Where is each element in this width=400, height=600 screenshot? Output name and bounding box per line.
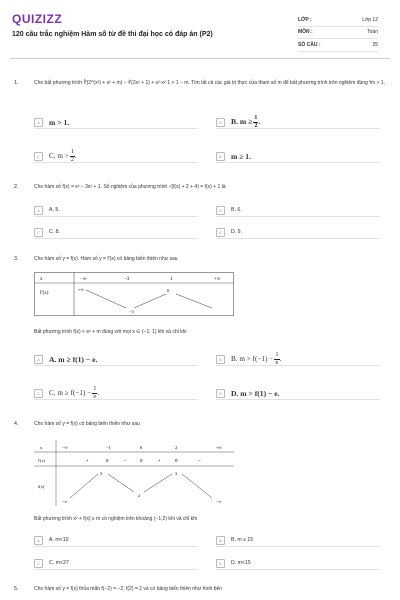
option-lead: C. — [49, 151, 58, 160]
row-label-x: x — [40, 277, 43, 282]
question-text: Cho hàm số y = f(x) có bảng biến thiên như sau — [34, 421, 140, 427]
x-value: −∞ — [62, 445, 68, 450]
answer-option-d[interactable] — [216, 226, 380, 239]
answer-option-c[interactable] — [34, 147, 198, 163]
option-text — [49, 355, 97, 364]
x-value: −1 — [106, 445, 111, 450]
variation-table — [34, 440, 234, 506]
option-letter: A — [34, 536, 43, 545]
meta-panel — [298, 14, 378, 52]
answer-option-b[interactable] — [216, 534, 380, 547]
option-text — [49, 386, 99, 400]
f-value: 3 — [100, 471, 103, 476]
option-tail: . — [279, 354, 282, 363]
row-label-fprime: f'(x) — [40, 291, 49, 296]
question-text: Cho bất phương trình ∛(2^(x²) + x² + m) − ∜(2x² + 1) + x²·x²·1 > 1 − m. Tìm tất cả các giá trị thực của tham số m để bất phương trình trên nghiệm đúng ∀x > 1. — [34, 80, 386, 86]
option-tail: . — [97, 388, 100, 397]
answer-option-c[interactable] — [34, 384, 198, 400]
option-letter: C — [34, 228, 43, 237]
x-value: 2 — [175, 445, 178, 450]
question-text: Cho hàm số y = f(x). Hàm số y = f'(x) có bảng biến thiên như sau — [34, 256, 178, 262]
meta-class — [298, 14, 378, 27]
question-text: Bất phương trình x² + f(x) ≥ m có nghiệm trên khoảng (−1;2) khi và chỉ khi — [34, 516, 198, 522]
sign-value: + — [158, 458, 161, 463]
option-text: D. 9. — [231, 229, 242, 235]
x-value: −∞ — [80, 277, 87, 282]
option-letter: A — [34, 355, 43, 364]
option-text — [231, 352, 281, 366]
option-lead: C. — [49, 388, 58, 397]
page-title: 120 câu trắc nghiệm Hàm số từ đề thi đại học có đáp án (P2) — [12, 31, 213, 38]
row-label-x: x — [40, 445, 43, 450]
option-expr: m > — [57, 151, 69, 160]
fprime-value: +∞ — [78, 287, 84, 292]
answer-option-d[interactable] — [216, 387, 380, 400]
answer-option-a[interactable] — [34, 204, 198, 217]
option-text: m ≥ 1. — [231, 151, 251, 161]
option-expr: m > f(1) − e. — [240, 388, 280, 398]
question-text: Bất phương trình f(x) < eˣ + m đúng với mọi x ∈ (−1; 1) khi và chỉ khi — [34, 329, 187, 335]
option-expr: m ≥ f(−1) − — [57, 388, 92, 397]
answer-option-b[interactable] — [216, 204, 380, 217]
option-letter: B — [216, 118, 225, 127]
option-expr: m > f(−1) − — [239, 354, 274, 363]
answer-option-d[interactable] — [216, 150, 380, 163]
fraction-numerator: 1 — [275, 350, 279, 358]
x-value: +∞ — [214, 277, 221, 282]
trend-arrow — [134, 294, 166, 308]
answer-option-a[interactable] — [34, 534, 198, 547]
option-letter: D — [216, 228, 225, 237]
question-text: Cho hàm số f(x) = x³ − 3x² + 1. Số nghiệm của phương trình √(f(x) + 2 + 4) = f(x) + 1 là — [34, 184, 226, 190]
trend-arrow — [176, 294, 212, 308]
meta-subject — [298, 27, 378, 40]
option-text — [231, 115, 260, 129]
option-letter: B — [216, 355, 225, 364]
option-letter: C — [34, 559, 43, 568]
fraction-numerator: 1 — [93, 384, 97, 392]
quizizz-logo: QUIZIZZ — [12, 12, 63, 26]
trend-arrow — [86, 290, 126, 308]
question-text: Cho hàm số y = f(x) thỏa mãn f(−2) = −2, f(2) = 2 và có bảng biến thiên như hình bên — [34, 586, 223, 592]
option-letter: C — [34, 389, 43, 398]
option-letter: B — [216, 206, 225, 215]
question-number: 5. — [14, 586, 19, 592]
answer-option-b[interactable] — [216, 350, 380, 366]
answer-option-d[interactable] — [216, 557, 380, 570]
sign-value: 0 — [106, 458, 109, 463]
option-text — [49, 149, 77, 163]
sign-value: − — [198, 458, 201, 463]
fraction-numerator: 1 — [70, 147, 75, 155]
option-letter: D — [216, 389, 225, 398]
option-letter: A — [34, 206, 43, 215]
option-text: C. m<27 — [49, 560, 69, 566]
row-label-f: f(x) — [38, 484, 45, 489]
option-text: A. m<10 — [49, 537, 69, 543]
meta-count-value: 25 — [372, 41, 378, 48]
answer-option-a[interactable] — [34, 353, 198, 366]
header-divider — [10, 58, 390, 59]
meta-count — [298, 39, 378, 52]
trend-arrow — [144, 474, 172, 492]
option-expr: m ≥ — [239, 116, 253, 126]
answer-option-b[interactable] — [216, 113, 380, 129]
f-value: 2 — [138, 493, 141, 498]
question-number: 2. — [14, 184, 19, 190]
trend-arrow — [108, 474, 134, 492]
fprime-value: 0 — [167, 288, 170, 293]
option-lead: D. — [231, 388, 241, 398]
answer-option-c[interactable] — [34, 226, 198, 239]
option-letter: B — [216, 536, 225, 545]
option-text — [231, 389, 280, 398]
option-lead: B. — [231, 116, 240, 126]
option-text: C. 8. — [49, 229, 60, 235]
meta-count-label: SỐ CÂU : — [298, 41, 321, 48]
option-text: B. m ≤ 15 — [231, 537, 254, 543]
option-letter: D — [216, 559, 225, 568]
x-value: 0 — [140, 445, 143, 450]
sign-value: 0 — [140, 458, 143, 463]
option-text: m > 1. — [49, 117, 70, 127]
x-value: +∞ — [216, 445, 222, 450]
answer-option-a[interactable] — [34, 116, 198, 129]
fraction-denominator: e — [93, 392, 97, 400]
meta-class-value: Lớp 12 — [362, 16, 378, 23]
x-value: −3 — [124, 277, 130, 282]
option-letter: D — [216, 152, 225, 161]
option-lead: A. — [49, 354, 59, 364]
option-text: A. 5. — [49, 207, 60, 213]
fraction-denominator: 2 — [70, 155, 75, 163]
option-expr: m ≥ f(1) − e. — [58, 354, 98, 364]
variation-table — [34, 272, 234, 316]
option-tail: . — [258, 116, 261, 126]
fraction-denominator: e — [275, 358, 279, 366]
sign-value: + — [86, 458, 89, 463]
f-value: 3 — [175, 471, 178, 476]
meta-class-label: LỚP : — [298, 16, 312, 23]
question-number: 3. — [14, 256, 19, 262]
option-letter: C — [34, 152, 43, 161]
question-number: 1. — [14, 80, 19, 86]
f-value: −∞ — [216, 499, 222, 504]
option-lead: B. — [231, 354, 240, 363]
row-label-fprime: f'(x) — [38, 458, 46, 463]
option-text: B. 6. — [231, 207, 242, 213]
option-tail: . — [75, 151, 77, 160]
fraction-denominator: 2 — [254, 121, 258, 129]
option-text: D. m<15 — [231, 560, 251, 566]
fraction-numerator: 1 — [254, 113, 258, 121]
question-number: 4. — [14, 421, 19, 427]
option-letter: A — [34, 118, 43, 127]
meta-subject-label: MÔN : — [298, 29, 313, 36]
meta-subject-value: Toán — [367, 29, 378, 36]
x-value: 1 — [170, 277, 173, 282]
answer-option-c[interactable] — [34, 557, 198, 570]
trend-arrow — [182, 474, 212, 498]
trend-arrow — [70, 474, 98, 498]
sign-value: − — [124, 458, 127, 463]
fprime-value: −3 — [129, 309, 134, 314]
f-value: −∞ — [62, 499, 68, 504]
sign-value: 0 — [175, 458, 178, 463]
